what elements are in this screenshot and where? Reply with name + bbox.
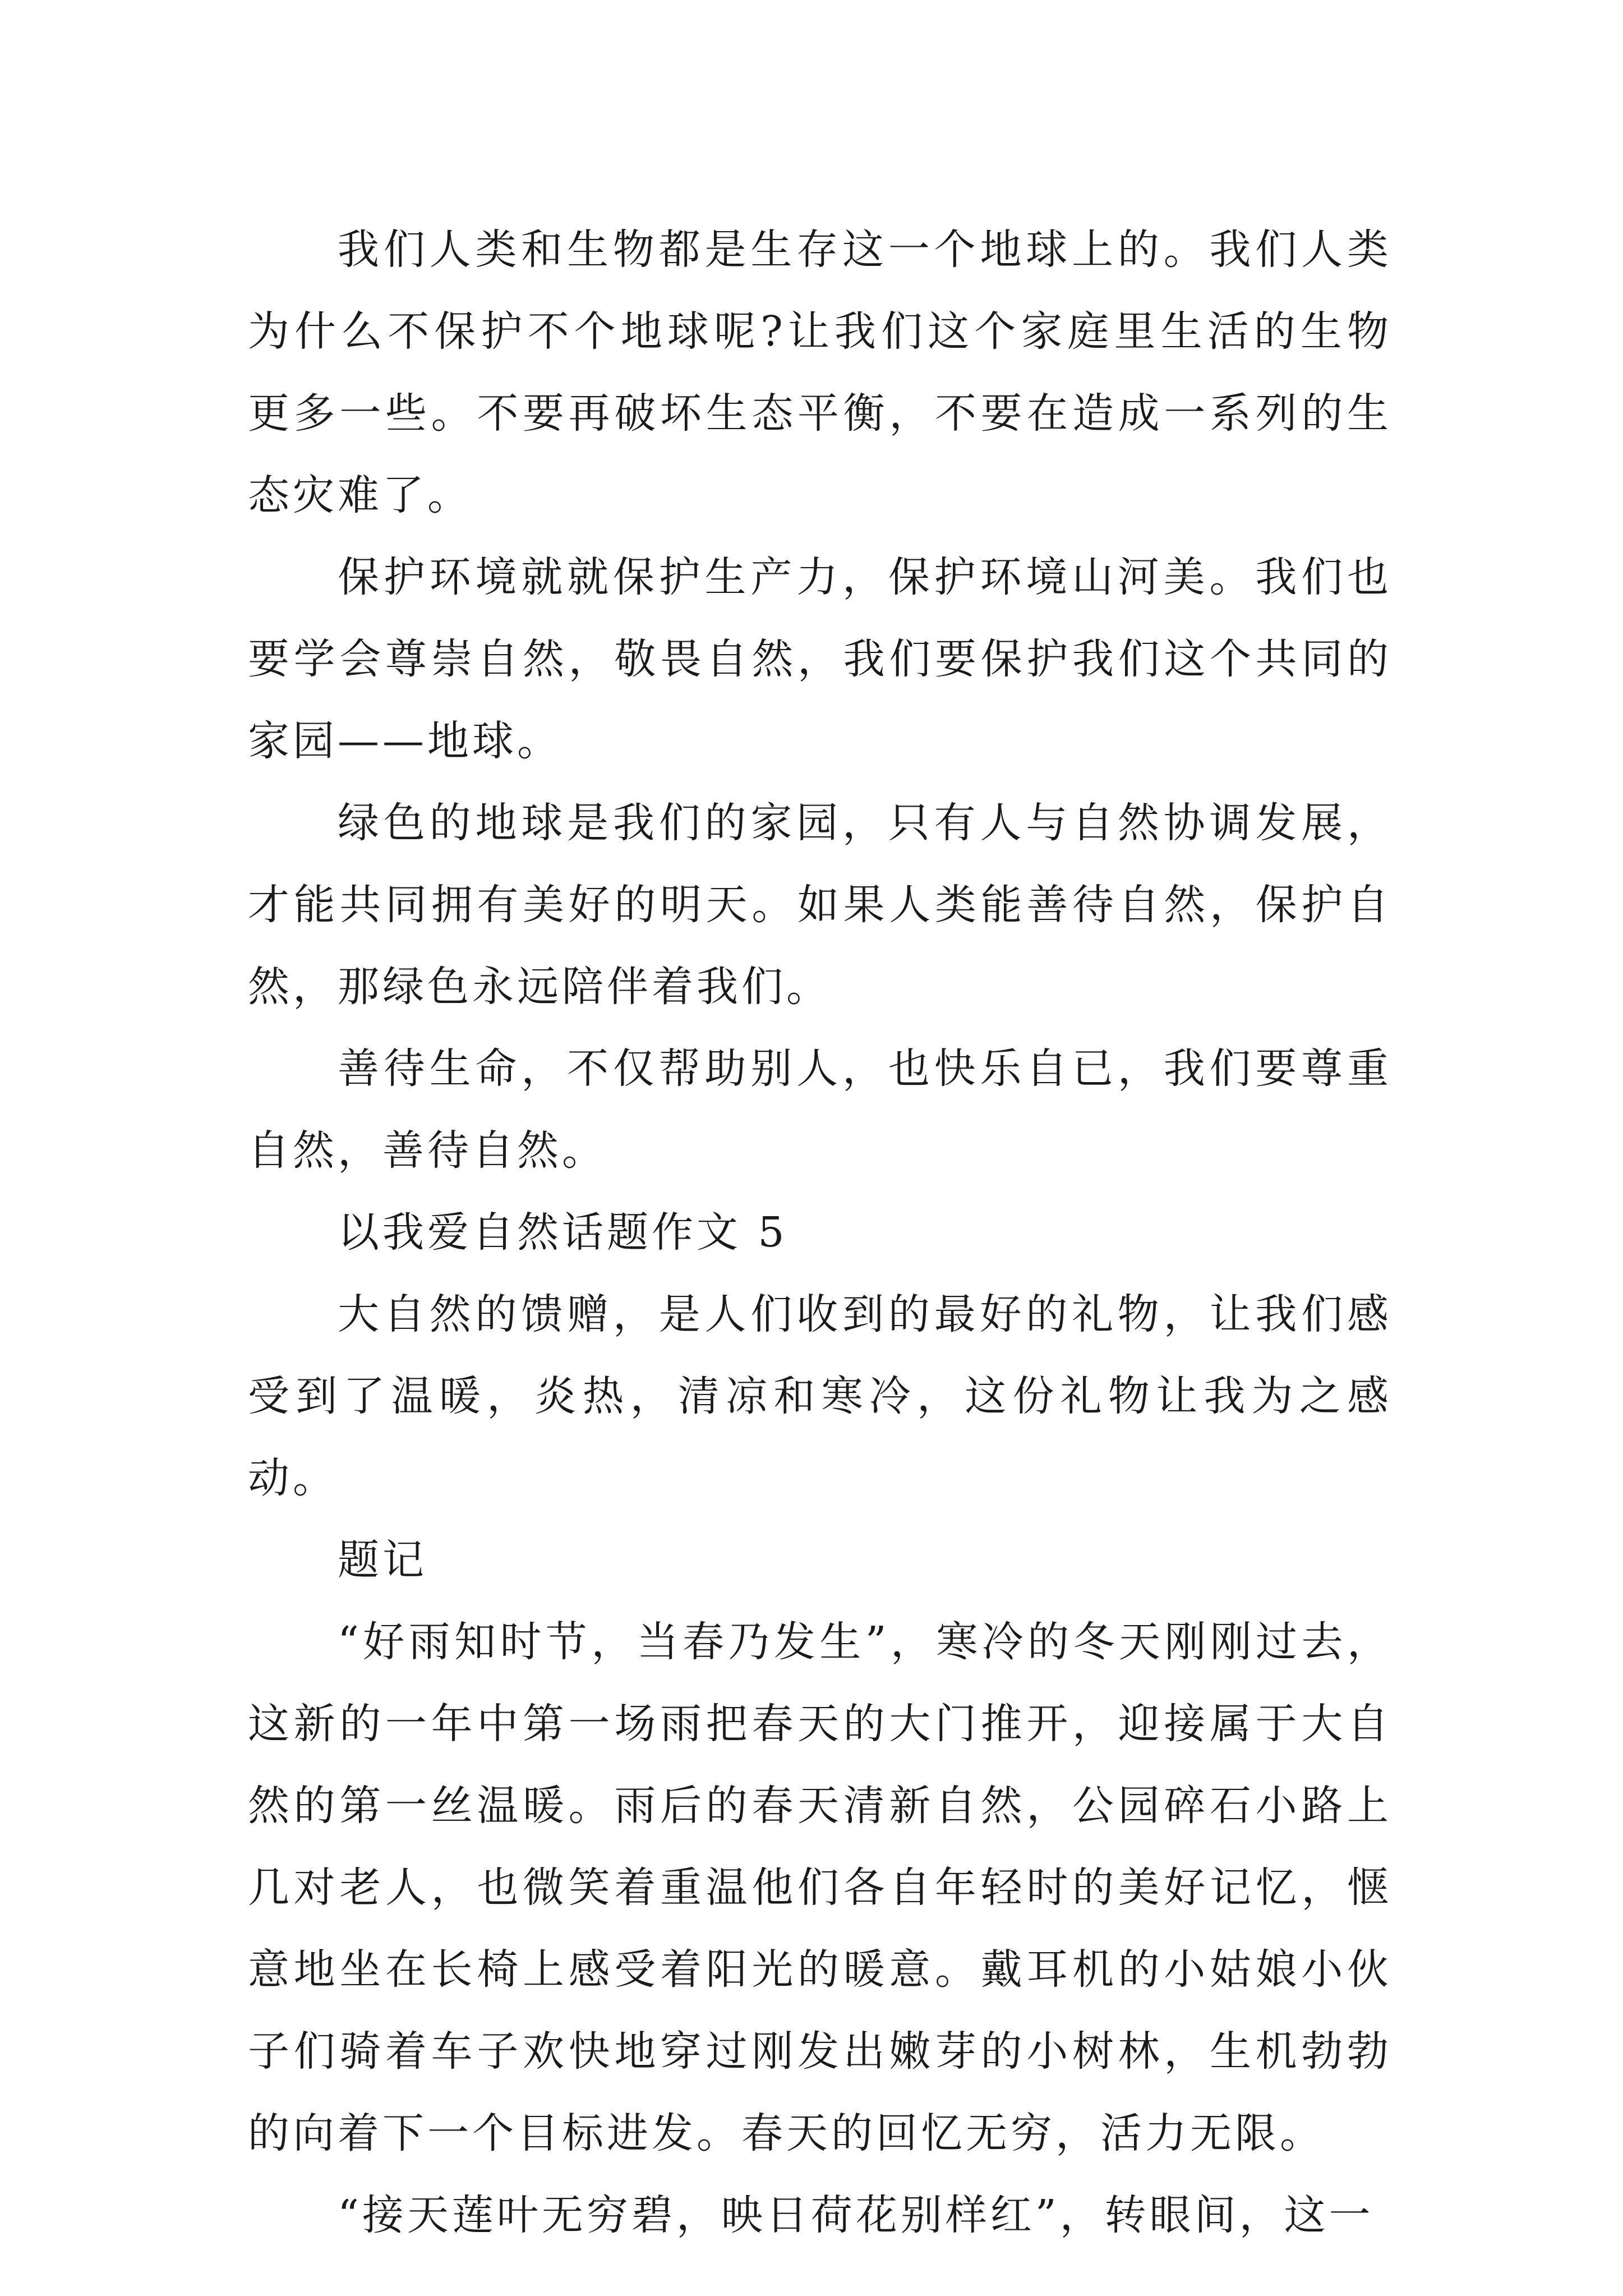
paragraph: 保护环境就就保护生产力，保护环境山河美。我们也要学会尊崇自然，敬畏自然，我们要保护我们这个共同的家园——地球。 xyxy=(248,553,1392,765)
section-title: 以我爱自然话题作文 5 xyxy=(338,1208,788,1257)
document-body xyxy=(248,209,1392,2256)
body-paragraph: “好雨知时节，当春乃发生”，寒冷的冬天刚刚过去，这新的一年中第一场雨把春天的大门推开，迎接属于大自然的第一丝温暖。雨后的春天清新自然，公园碎石小路上几对老人，也微笑着重温他们各自年轻时的美好记忆，惬意地坐在长椅上感受着阳光的暖意。戴耳机的小姑娘小伙子们骑着车子欢快地穿过刚发出嫩芽的小树林，生机勃勃的向着下一个目标进发。春天的回忆无穷，活力无限。 xyxy=(248,1618,1392,2157)
paragraph: 善待生命，不仅帮助别人，也快乐自已，我们要尊重自然，善待自然。 xyxy=(248,1045,1392,1175)
paragraph: 绿色的地球是我们的家园，只有人与自然协调发展，才能共同拥有美好的明天。如果人类能善待自然，保护自然，那绿色永远陪伴着我们。 xyxy=(248,799,1392,1011)
body-paragraph: “接天莲叶无穷碧，映日荷花别样红”，转眼间，这一 xyxy=(338,2191,1374,2239)
paragraph: 我们人类和生物都是生存这一个地球上的。我们人类为什么不保护不个地球呢?让我们这个家庭里生活的生物更多一些。不要再破坏生态平衡，不要在造成一系列的生态灾难了。 xyxy=(248,226,1392,519)
inscription-label: 题记 xyxy=(338,1536,427,1584)
intro-paragraph: 大自然的馈赠，是人们收到的最好的礼物，让我们感受到了温暖，炎热，清凉和寒冷，这份礼物让我为之感动。 xyxy=(248,1290,1392,1502)
